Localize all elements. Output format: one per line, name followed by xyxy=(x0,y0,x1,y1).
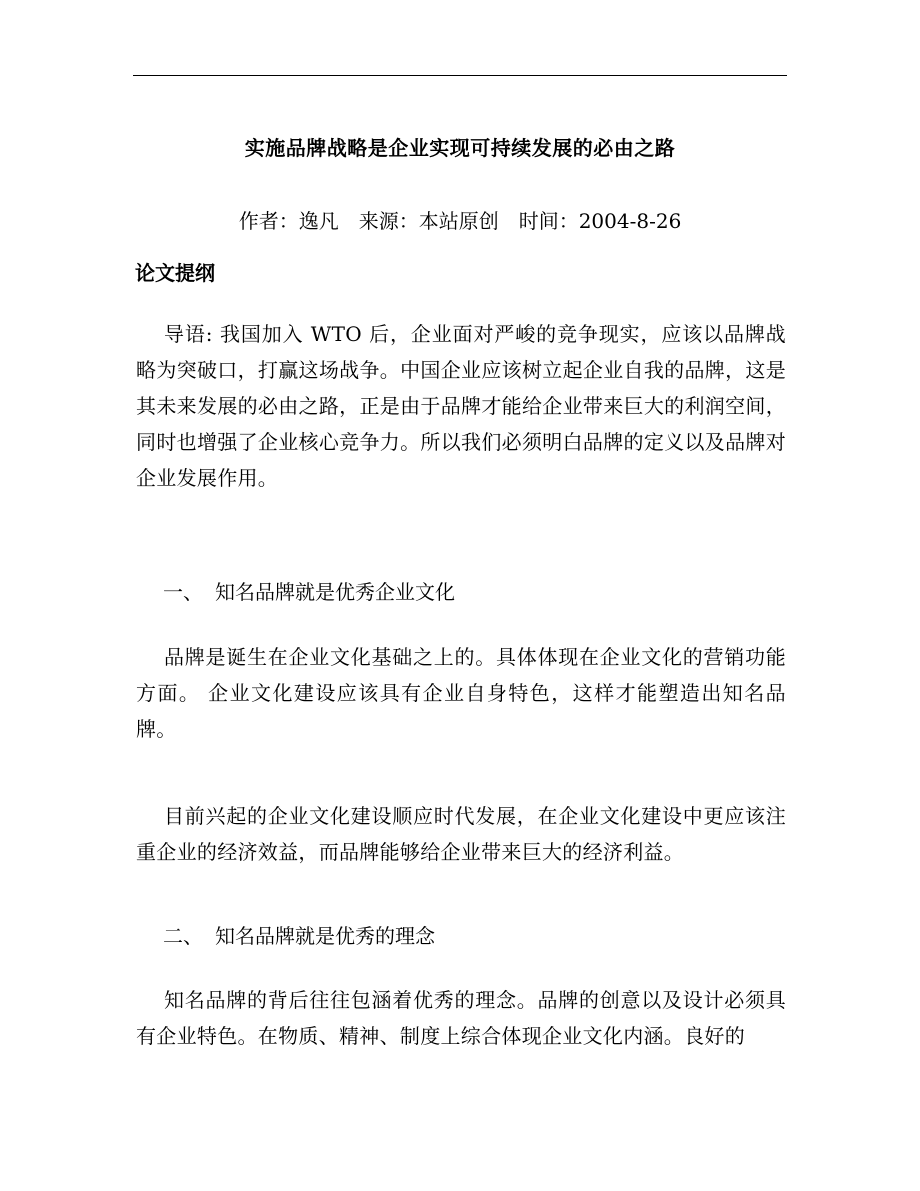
heading-1-number: 一、 xyxy=(163,580,203,604)
document-title: 实施品牌战略是企业实现可持续发展的必由之路 xyxy=(244,136,676,160)
paragraph-1: 品牌是诞生在企业文化基础之上的。具体体现在企业文化的营销功能方面。 企业文化建设应该具有企业自身特色，这样才能塑造出知名品牌。 xyxy=(136,645,786,741)
byline-author: 作者：逸凡 xyxy=(238,209,339,233)
byline-time: 时间：2004-8-26 xyxy=(518,209,682,233)
heading-2-text: 知名品牌就是优秀的理念 xyxy=(215,924,435,948)
heading-2-number: 二、 xyxy=(163,924,203,948)
heading-1 xyxy=(163,576,455,605)
heading-1-text: 知名品牌就是优秀企业文化 xyxy=(215,580,455,604)
intro-paragraph: 导语: 我国加入 WTO 后，企业面对严峻的竞争现实，应该以品牌战略为突破口，打赢这场战争。中国企业应该树立起企业自我的品牌，这是其未来发展的必由之路，正是由于品牌才能给企业带来巨大的利润空间，同时也增强了企业核心竞争力。所以我们必须明白品牌的定义以及品牌对企业发展作用。 xyxy=(136,322,786,490)
header-rule xyxy=(133,75,787,76)
byline-source: 来源：本站原创 xyxy=(358,209,499,233)
heading-2 xyxy=(163,920,435,949)
byline xyxy=(133,205,787,234)
section-label: 论文提纲 xyxy=(135,261,215,285)
paragraph-2: 目前兴起的企业文化建设顺应时代发展，在企业文化建设中更应该注重企业的经济效益，而品牌能够给企业带来巨大的经济利益。 xyxy=(136,804,786,864)
paragraph-3: 知名品牌的背后往往包涵着优秀的理念。品牌的创意以及设计必须具有企业特色。在物质、精神、制度上综合体现企业文化内涵。良好的 xyxy=(136,988,786,1048)
